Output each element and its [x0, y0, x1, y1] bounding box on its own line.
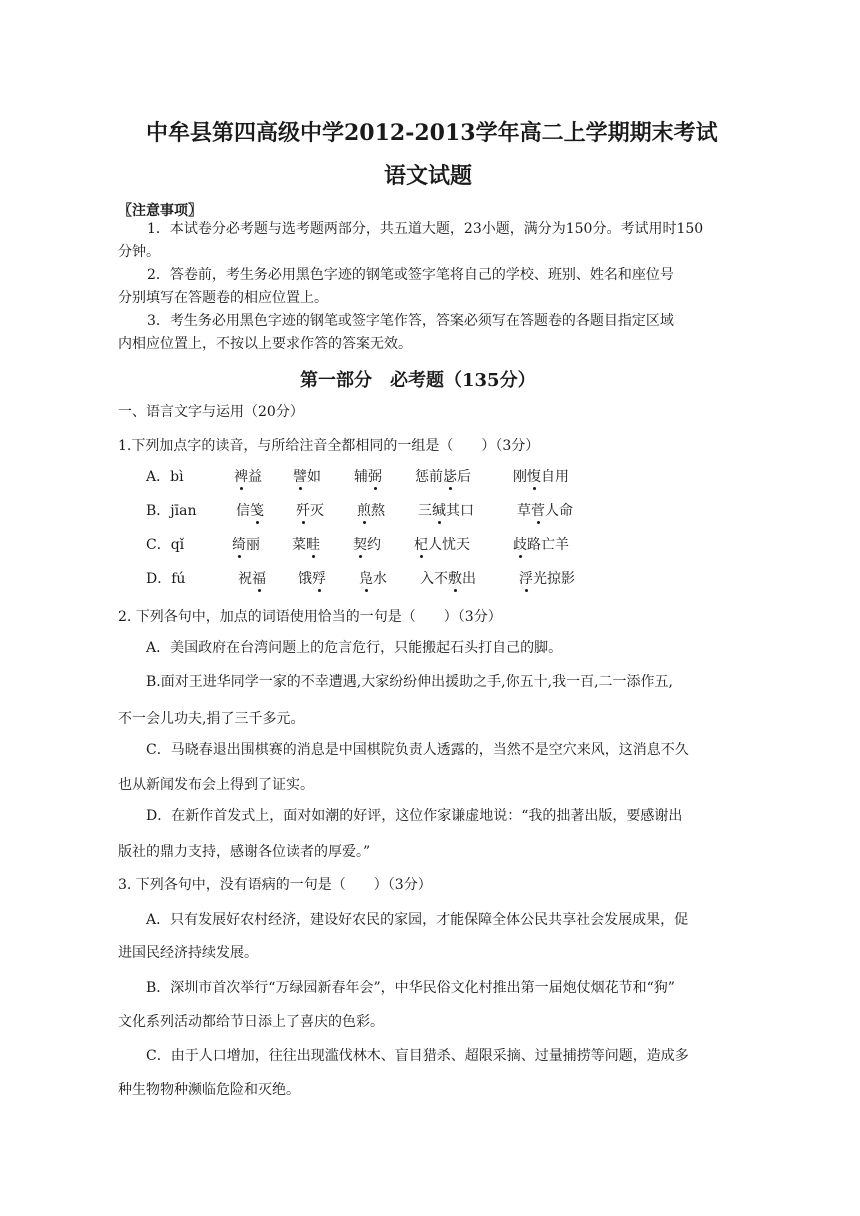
q1-option-d-word: 浮光掠影 [519, 571, 575, 587]
q1-option-b-word: 草菅人命 [517, 503, 573, 519]
notice-line: 3．考生务必用黑色字迹的钢笔或签字笔作答，答案必须写在答题卷的各题目指定区域 [147, 313, 674, 329]
q1-option-a-word: 辅弼 [354, 469, 382, 485]
dotted-char: 菅 [531, 503, 545, 519]
q1-option-b-word: 煎熬 [357, 503, 385, 519]
q1-option-c-word: 杞人忧天 [414, 537, 470, 553]
q1-option-b-word: 歼灭 [296, 503, 324, 519]
dotted-char: 裨 [234, 469, 248, 485]
q2-line: B.面对王进华同学一家的不幸遭遇,大家纷纷伸出援助之手,你五十,我一百,二一添作五, [146, 674, 673, 690]
part1-heading: 第一部分 必考题（135分） [300, 370, 536, 391]
q2-line: A．美国政府在台湾问题上的危言危行，只能搬起石头打自己的脚。 [146, 640, 563, 656]
q1-option-c-word: 契约 [353, 537, 381, 553]
notice-line: 1．本试卷分必考题与选考题两部分，共五道大题，23小题，满分为150分。考试用时150 [147, 221, 704, 237]
notice-line: 分别填写在答题卷的相应位置上。 [118, 290, 328, 306]
q2-line: C．马晓春退出围棋赛的消息是中国棋院负责人透露的，当然不是空穴来风，这消息不久 [146, 742, 689, 758]
q3-line: 进国民经济持续发展。 [118, 945, 258, 961]
dotted-char: 愎 [527, 469, 541, 485]
q1-option-d-word: 入不敷出 [420, 571, 476, 587]
dotted-char: 譬 [293, 469, 307, 485]
q1-option-b-word: 信笺 [236, 503, 264, 519]
q1-option-b-label: B．jīan [146, 503, 197, 519]
document-title: 中牟县第四高级中学2012-2013学年高二上学期期末考试 [146, 120, 718, 146]
dotted-char: 缄 [432, 503, 446, 519]
q1-option-b-word: 三缄其口 [418, 503, 474, 519]
dotted-char: 敷 [448, 571, 462, 587]
q1-option-c-word: 绮丽 [232, 537, 260, 553]
dotted-char: 笺 [250, 503, 264, 519]
dotted-char: 畦 [306, 537, 320, 553]
q2-line: 也从新闻发布会上得到了证实。 [118, 777, 314, 793]
notice-line: 内相应位置上，不按以上要求作答的答案无效。 [118, 336, 412, 352]
question1-stem: 1.下列加点字的读音，与所给注音全都相同的一组是（ ）（3分） [118, 438, 540, 454]
document-subtitle: 语文试题 [384, 163, 473, 189]
q1-option-a-word: 裨益 [234, 469, 262, 485]
q1-option-c-word: 菜畦 [292, 537, 320, 553]
dotted-char: 契 [353, 537, 367, 553]
q2-line: D．在新作首发式上，面对如潮的好评，这位作家谦虚地说：“我的拙著出版，要感谢出 [146, 808, 683, 824]
dotted-char: 歧 [513, 537, 527, 553]
dotted-char: 杞 [414, 537, 428, 553]
q2-line: 版社的鼎力支持，感谢各位读者的厚爱。” [118, 844, 371, 860]
q1-option-a-word: 譬如 [293, 469, 321, 485]
q1-option-d-word: 凫水 [359, 571, 387, 587]
q1-option-a-word: 惩前毖后 [415, 469, 471, 485]
q1-option-d-label: D．fú [146, 571, 186, 587]
q2-line: 不一会儿功夫,捐了三千多元。 [118, 711, 305, 727]
dotted-char: 绮 [232, 537, 246, 553]
q3-line: C．由于人口增加，往往出现滥伐林木、盲目猎杀、超限采摘、过量捕捞等问题，造成多 [146, 1048, 689, 1064]
q1-option-a-word: 刚愎自用 [513, 469, 569, 485]
dotted-char: 煎 [357, 503, 371, 519]
dotted-char: 毖 [443, 469, 457, 485]
notice-heading: 〖注意事项〗 [118, 203, 202, 219]
dotted-char: 浮 [519, 571, 533, 587]
q1-option-d-word: 饿殍 [298, 571, 326, 587]
q3-line: 种生物物种濒临危险和灭绝。 [118, 1082, 300, 1098]
q1-option-c-label: C．qǐ [146, 537, 185, 553]
dotted-char: 弼 [368, 469, 382, 485]
notice-line: 分钟。 [118, 244, 160, 260]
dotted-char: 歼 [296, 503, 310, 519]
q1-option-a-label: A．bì [146, 469, 184, 485]
section1-heading: 一、语言文字与运用（20分） [118, 404, 304, 420]
q1-option-d-word: 祝福 [238, 571, 266, 587]
dotted-char: 殍 [312, 571, 326, 587]
q1-option-c-word: 歧路亡羊 [513, 537, 569, 553]
dotted-char: 福 [252, 571, 266, 587]
q3-line: B．深圳市首次举行“万绿园新春年会”，中华民俗文化村推出第一届炮仗烟花节和“狗” [146, 980, 675, 996]
notice-line: 2．答卷前，考生务必用黑色字迹的钢笔或签字笔将自己的学校、班别、姓名和座位号 [147, 267, 674, 283]
question3-stem: 3. 下列各句中，没有语病的一句是（ ）（3分） [118, 877, 432, 893]
q3-line: 文化系列活动都给节日添上了喜庆的色彩。 [118, 1014, 384, 1030]
question2-stem: 2. 下列各句中，加点的词语使用恰当的一句是（ ）（3分） [118, 609, 502, 625]
dotted-char: 凫 [359, 571, 373, 587]
q3-line: A．只有发展好农村经济，建设好农民的家园，才能保障全体公民共享社会发展成果，促 [146, 912, 689, 928]
